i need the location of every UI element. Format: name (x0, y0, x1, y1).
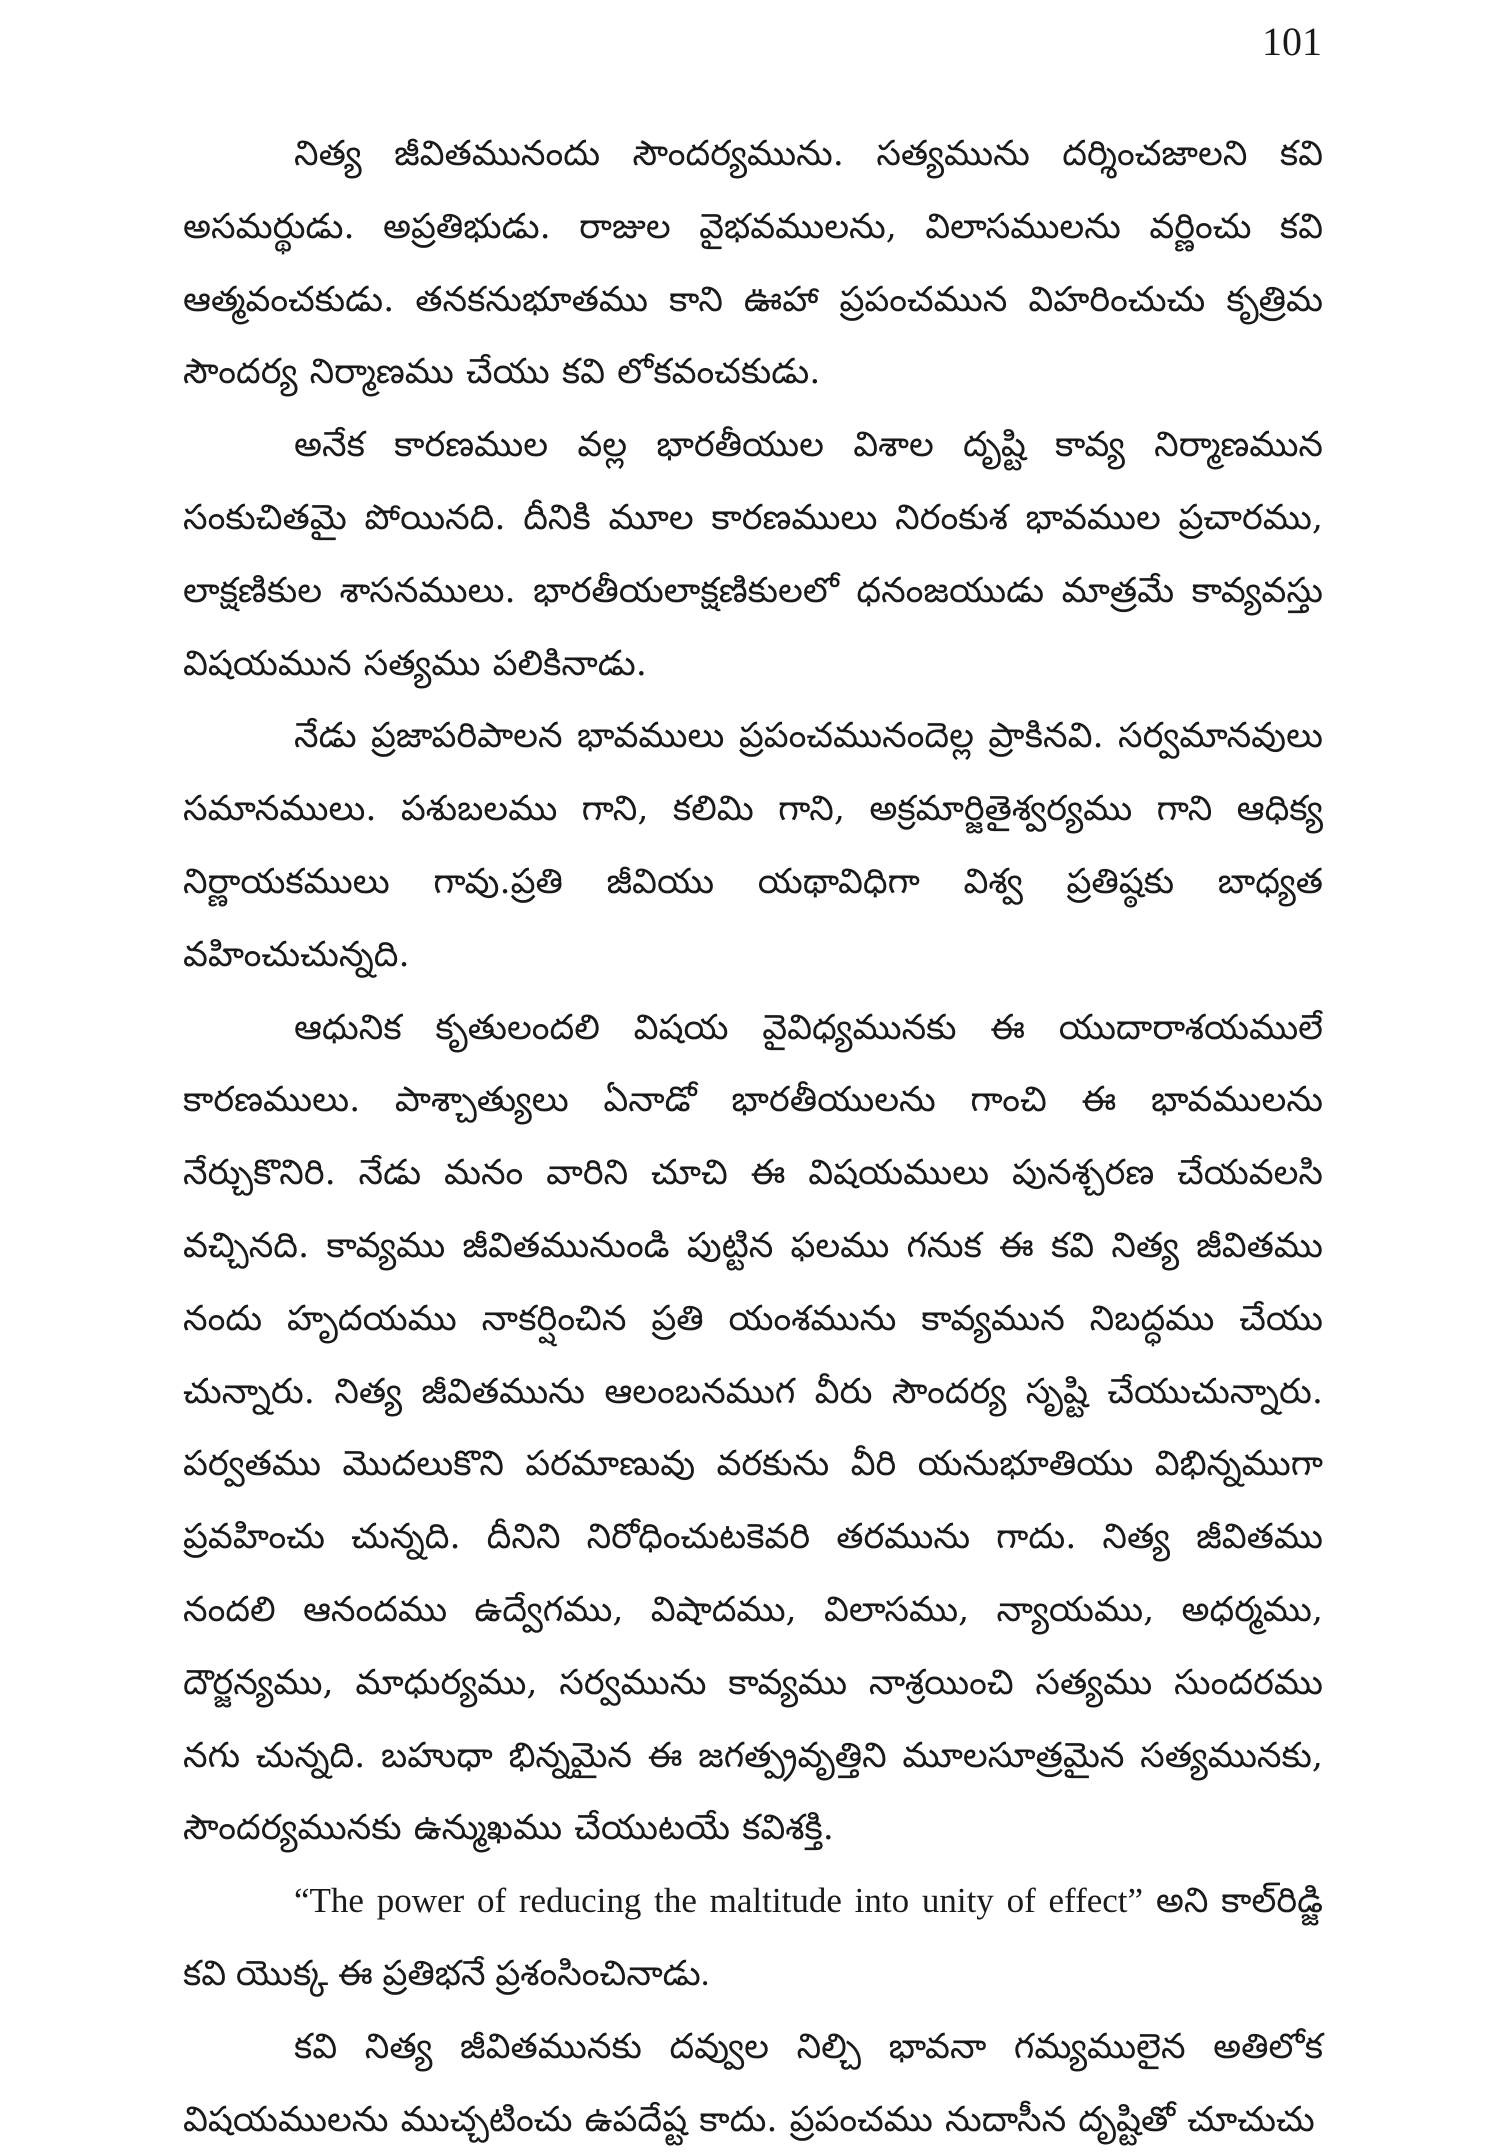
paragraph-5-quote: “The power of reducing the maltitude into unity of effect” అని కాల్‌రిడ్జి కవి యొక్క ఈ ప్రతిభనే ప్రశంసించినాడు. (183, 1881, 1323, 1993)
paragraph-3: నేడు ప్రజాపరిపాలన భావములు ప్రపంచమునందెల్ల ప్రాకినవి. సర్వమానవులు సమానములు. పశుబలము గాని, కలిమి గాని, అక్రమార్జితైశ్వర్యము గాని ఆధిక్య నిర్ణాయకములు గావు.ప్రతి జీవియు యథావిధిగా విశ్వ ప్రతిష్ఠకు బాధ్యత వహించుచున్నది. (183, 716, 1323, 975)
paragraph-4: ఆధునిక కృతులందలి విషయ వైవిధ్యమునకు ఈ యుదారాశయములే కారణములు. పాశ్చాత్యులు ఏనాడో భారతీయులను గాంచి ఈ భావములను నేర్చుకొనిరి. నేడు మనం వారిని చూచి ఈ విషయములు పునశ్చరణ చేయవలసి వచ్చినది. కావ్యము జీవితమునుండి పుట్టిన ఫలము గనుక ఈ కవి నిత్య జీవితము నందు హృదయము నాకర్షించిన ప్రతి యంశమును కావ్యమున నిబద్ధము చేయు చున్నారు. నిత్య జీవితమును ఆలంబనముగ వీరు సౌందర్య సృష్టి చేయుచున్నారు. పర్వతము మొదలుకొని పరమాణువు వరకును వీరి యనుభూతియు విభిన్నముగా ప్రవహించు చున్నది. దీనిని నిరోధించుటకెవరి తరమును గాదు. నిత్య జీవితము నందలి ఆనందము ఉద్వేగము, విషాదము, విలాసము, న్యాయము, అధర్మము, దౌర్జన్యము, మాధుర్యము, సర్వమును కావ్యము నాశ్రయించి సత్యము సుందరము నగు చున్నది. బహుధా భిన్నమైన ఈ జగత్ప్రవృత్తిని మూలసూత్రమైన సత్యమునకు, సౌందర్యమునకు ఉన్ముఖము చేయుటయే కవిశక్తి. (183, 1007, 1323, 1849)
paragraph-1: నిత్య జీవితమునందు సౌందర్యమును. సత్యమును దర్శించజాలని కవి అసమర్థుడు. అప్రతిభుడు. రాజుల వైభవములను, విలాసములను వర్ణించు కవి ఆత్మవంచకుడు. తనకనుభూతము కాని ఊహా ప్రపంచమున విహరించుచు కృత్రిమ సౌందర్య నిర్మాణము చేయు కవి లోకవంచకుడు. (183, 134, 1323, 393)
paragraph-2: అనేక కారణముల వల్ల భారతీయుల విశాల దృష్టి కావ్య నిర్మాణమున సంకుచితమై పోయినది. దీనికి మూల కారణములు నిరంకుశ భావముల ప్రచారము, లాక్షణికుల శాసనములు. భారతీయలాక్షణికులలో ధనంజయుడు మాత్రమే కావ్యవస్తు విషయమున సత్యము పలికినాడు. (183, 425, 1323, 684)
paragraph-6: కవి నిత్య జీవితమునకు దవ్వుల నిల్చి భావనా గమ్యములైన అతిలోక విషయములను ముచ్చటించు ఉపదేష్ట కాదు. ప్రపంచము నుదాసీన దృష్టితో చూచుచు (183, 2026, 1323, 2140)
page-body (183, 118, 1323, 2156)
page-number: 101 (1262, 19, 1322, 64)
